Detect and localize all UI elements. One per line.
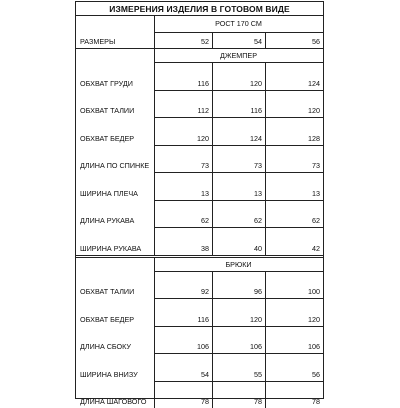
measurement-value: 124 (226, 134, 262, 143)
column-divider (212, 90, 213, 118)
row-label: ШИРИНА ВНИЗУ (80, 370, 138, 379)
column-divider-label (154, 117, 155, 145)
section-title: ДЖЕМПЕР (154, 51, 323, 60)
row-label: ШИРИНА ПЛЕЧА (80, 189, 138, 198)
column-divider-label (154, 172, 155, 200)
row-label: ОБХВАТ БЕДЕР (80, 134, 134, 143)
measurement-value: 73 (173, 161, 209, 170)
row-label: ДЛИНА РУКАВА (80, 216, 134, 225)
table-title: ИЗМЕРЕНИЯ ИЗДЕЛИЯ В ГОТОВОМ ВИДЕ (76, 2, 323, 16)
row-divider (154, 326, 323, 327)
column-divider (212, 326, 213, 354)
row-label: ДЛИНА ШАГОВОГО (80, 397, 146, 406)
column-divider (265, 32, 266, 48)
row-label: ШИРИНА РУКАВА (80, 244, 141, 253)
measurement-value: 56 (284, 370, 320, 379)
measurement-value: 13 (173, 189, 209, 198)
sizes-label: РАЗМЕРЫ (80, 37, 115, 46)
column-divider (265, 271, 266, 299)
measurement-value: 124 (284, 79, 320, 88)
column-divider-label (154, 90, 155, 118)
section-title: БРЮКИ (154, 260, 323, 269)
column-divider (212, 227, 213, 255)
column-divider (212, 271, 213, 299)
column-divider-label (154, 48, 155, 62)
measurement-value: 78 (226, 397, 262, 406)
row-divider (154, 90, 323, 91)
section-bottom (76, 255, 323, 256)
row-divider (154, 172, 323, 173)
height-note: РОСТ 170 СМ (154, 19, 323, 28)
measurement-value: 116 (226, 106, 262, 115)
size-value: 56 (284, 37, 320, 46)
measurement-value: 116 (173, 79, 209, 88)
row-label: ОБХВАТ ТАЛИИ (80, 106, 134, 115)
row-divider (154, 145, 323, 146)
column-divider (212, 381, 213, 408)
column-divider (265, 145, 266, 173)
measurements-table (75, 1, 324, 399)
column-divider-label (154, 62, 155, 90)
size-value: 54 (226, 37, 262, 46)
measurement-value: 13 (226, 189, 262, 198)
row-label: ДЛИНА СБОКУ (80, 342, 131, 351)
section-title-bottom (154, 62, 323, 63)
measurement-value: 62 (284, 216, 320, 225)
column-divider (265, 62, 266, 90)
row-divider (154, 298, 323, 299)
measurement-value: 128 (284, 134, 320, 143)
column-divider (265, 200, 266, 228)
column-divider (212, 298, 213, 326)
row-label: ОБХВАТ БЕДЕР (80, 315, 134, 324)
row-label: ОБХВАТ ТАЛИИ (80, 287, 134, 296)
row-divider (154, 117, 323, 118)
measurement-value: 73 (226, 161, 262, 170)
measurement-value: 54 (173, 370, 209, 379)
size-value: 52 (173, 37, 209, 46)
measurement-value: 120 (226, 79, 262, 88)
measurement-value: 13 (284, 189, 320, 198)
column-divider (212, 117, 213, 145)
column-divider (265, 90, 266, 118)
measurement-value: 78 (173, 397, 209, 406)
row-divider (154, 200, 323, 201)
column-divider (212, 353, 213, 381)
column-divider (265, 298, 266, 326)
column-divider (212, 200, 213, 228)
height-row-bottom (154, 32, 323, 33)
measurement-value: 106 (173, 342, 209, 351)
column-divider-label (154, 271, 155, 299)
measurement-value: 100 (284, 287, 320, 296)
column-divider-label (154, 145, 155, 173)
measurement-value: 55 (226, 370, 262, 379)
column-divider (212, 172, 213, 200)
column-divider (212, 62, 213, 90)
column-divider (212, 32, 213, 48)
measurement-value: 40 (226, 244, 262, 253)
column-divider (265, 381, 266, 408)
measurement-value: 120 (173, 134, 209, 143)
measurement-value: 73 (284, 161, 320, 170)
row-divider (154, 353, 323, 354)
measurement-value: 42 (284, 244, 320, 253)
measurement-value: 92 (173, 287, 209, 296)
column-divider (212, 145, 213, 173)
measurement-value: 62 (173, 216, 209, 225)
column-divider-label (154, 16, 155, 48)
column-divider-label (154, 353, 155, 381)
column-divider (265, 353, 266, 381)
measurement-value: 78 (284, 397, 320, 406)
measurement-value: 120 (226, 315, 262, 324)
column-divider (265, 227, 266, 255)
section-title-bottom (154, 271, 323, 272)
measurement-value: 96 (226, 287, 262, 296)
measurement-value: 112 (173, 106, 209, 115)
measurement-value: 106 (284, 342, 320, 351)
sizes-row-bottom (76, 48, 323, 49)
section-bottom-double (76, 257, 323, 258)
column-divider-label (154, 200, 155, 228)
measurement-value: 120 (284, 315, 320, 324)
row-label: ДЛИНА ПО СПИНКЕ (80, 161, 149, 170)
row-label: ОБХВАТ ГРУДИ (80, 79, 133, 88)
column-divider-label (154, 227, 155, 255)
measurement-value: 38 (173, 244, 209, 253)
measurement-value: 106 (226, 342, 262, 351)
column-divider-label (154, 326, 155, 354)
column-divider-label (154, 257, 155, 271)
column-divider (265, 326, 266, 354)
row-divider (154, 227, 323, 228)
column-divider (265, 172, 266, 200)
column-divider-label (154, 381, 155, 408)
column-divider (265, 117, 266, 145)
measurement-value: 116 (173, 315, 209, 324)
row-divider (154, 381, 323, 382)
measurement-value: 120 (284, 106, 320, 115)
measurement-value: 62 (226, 216, 262, 225)
column-divider-label (154, 298, 155, 326)
